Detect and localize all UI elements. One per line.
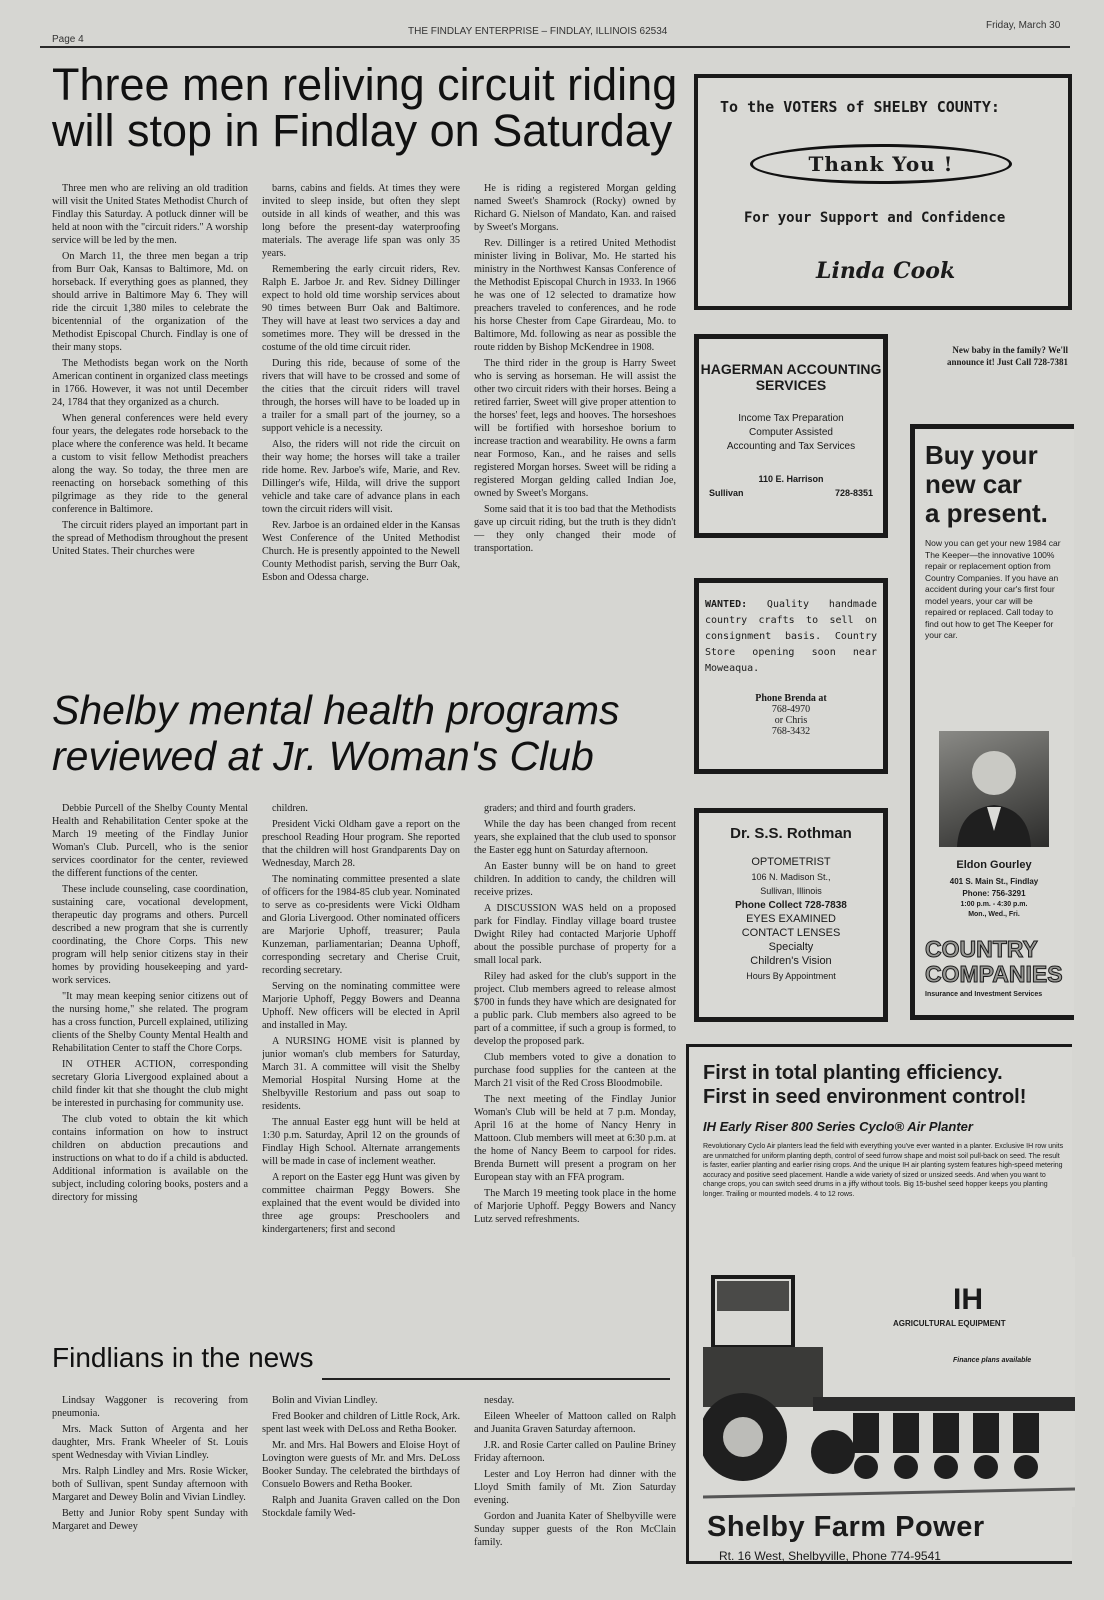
hagerman-title-1: HAGERMAN ACCOUNTING [700,361,882,377]
paragraph: The circuit riders played an important part in the spread of Methodism throughout the present United States. Their churches were [52,520,248,557]
story1-headline-line2: will stop in Findlay on Saturday [52,104,673,156]
wanted-label: WANTED: [705,599,748,610]
ad-dr-rothman [694,808,888,1022]
person-icon [939,731,1049,847]
paragraph: Mrs. Ralph Lindley and Mrs. Rosie Wicker, both of Sullivan, spent Sunday afternoon with Margaret and Dewey Bolin and Vivian Lindley. [52,1466,248,1503]
agent-name: Eldon Gourley [956,859,1032,871]
story2-headline-line2: reviewed at Jr. Woman's Club [52,732,594,779]
car-headline-2: new car [925,469,1022,499]
car-headline-block [925,441,1074,528]
thank-you-oval [750,144,1012,184]
paragraph: President Vicki Oldham gave a report on the preschool Reading Hour program. She reported that the children will host Grandparents Day on Wednesday, March 28. [262,819,460,869]
ad-shelby-farm-power [686,1044,1072,1564]
paragraph: A report on the Easter egg Hunt was given by committee chairman Peggy Bowers. She explained that the event would be divided into three age groups: Preschoolers and kindergarteners; first and second [262,1172,460,1235]
rothman-service-3: Specialty [768,941,814,953]
paragraph: The Methodists began work on the North American continent in organized class meetings in 1766. However, it was not until December 24, 1784 that they organized as a church. [52,358,248,408]
hagerman-title-2: SERVICES [755,377,827,393]
story2-column-3 [474,802,676,1336]
paragraph: Eileen Wheeler of Mattoon called on Ralph and Juanita Graven Saturday afternoon. [474,1411,676,1435]
story1-column-2 [262,182,460,684]
dealer-name: Shelby Farm Power [707,1511,985,1543]
voters-signature: Linda Cook [816,258,956,284]
ad-new-baby: New baby in the family? We'll announce it! Just Call 728-7381 [946,345,1068,367]
dealer-address: Rt. 16 West, Shelbyville, Phone 774-9541 [719,1549,941,1563]
paragraph: A NURSING HOME visit is planned by junior woman's club members for Saturday, March 31. A committee will visit the Shelby Memorial Hospital Nursing Home at the Shelbyville Restorium and pass out soap to residents. [262,1036,460,1112]
finance-note: Finance plans available [953,1357,1032,1364]
paragraph: The third rider in the group is Harry Sweet who is serving as horseman. He will assist the other two circuit riders with their horses. Being a retired farrier, Sweet will give proper attention to the horses' feet, legs and hooves. The horseshoes will be fortified with horseshoe borium to increase traction and wearability. He owns a farm near Formoso, Kan., and he raises and sells registered Morgan horses. Sweet will be riding a registered Morgan gelding called Indian Joe, owned by Sweet's Morgans. [474,358,676,499]
rothman-title: OPTOMETRIST [751,856,831,868]
paragraph: graders; and third and fourth graders. [484,803,636,814]
story1-column-1 [52,182,248,684]
paragraph: The next meeting of the Findlay Junior Woman's Club will be held at 7 p.m. Monday, April 16 at the home of Nancy Henry in Mattoon. Club members will meet at 6:30 p.m. at the home of Nancy Beem to carpool for rides. Brenda Burnett will present a program on her European stay with an FFA program. [474,1094,676,1183]
paragraph: J.R. and Rosie Carter called on Pauline Briney Friday afternoon. [474,1440,676,1464]
paragraph: Gordon and Juanita Kater of Shelbyville were Sunday supper guests of the Ron McClain family. [474,1511,676,1548]
hagerman-phone: 728-8351 [834,488,873,498]
paragraph: An Easter bunny will be on hand to greet children. In addition to candy, the children will receive prizes. [474,861,676,898]
wanted-phone2: 768-3432 [771,726,811,737]
story3-column-3 [474,1394,676,1578]
hagerman-line2: Computer Assisted [749,427,833,438]
paragraph: Club members voted to give a donation to purchase food supplies for the canteen at the March 21 visit of the Red Cross Bloodmobile. [474,1052,676,1089]
paragraph: While the day has been changed from recent years, she explained that the club used to sponsor the Easter egg hunt on Saturday afternoon. [474,819,676,856]
car-body: Now you can get your new 1984 car The Keeper—the innovative 100% repair or replacement option from Country Companies. If you have an accident during your car's first four model years, your car will be repaired or replaced. Call today to find out how to get The Keeper for your car. [925,538,1061,640]
paragraph: Three men who are reliving an old tradition will visit the United States Methodist Church of Findlay this Saturday. A potluck dinner will be held at noon with the "circuit riders." A worship service will be led by the men. [52,183,248,246]
rothman-service-2: CONTACT LENSES [741,927,841,939]
paragraph: These include counseling, case coordination, sustaining care, vocational development, therapeutic day programs and others. Purcell described a new program that she is currently coordinating, the Chore Corps. This new program will help senior citizens stay in their homes by providing housekeeping and yard-work services. [52,884,248,986]
thank-you-text: Thank You ! [808,152,954,176]
wanted-or-line: or Chris [774,715,808,726]
story3-headline-rule [322,1378,670,1380]
story2-column-1 [52,802,248,1336]
hagerman-contact-row [709,488,873,498]
paragraph: Serving on the nominating committee were Marjorie Uphoff, Peggy Bowers and Deanna Uphoff. New officers will be elected in April and installed in May. [262,981,460,1031]
ih-logo: IH [953,1283,983,1316]
page-number: Page 4 [52,34,84,45]
masthead-rule [40,46,1070,48]
paragraph: Rev. Jarboe is an ordained elder in the Kansas West Conference of the United Methodist Church. He is presently appointed to the Newell County Methodist parish, serving the Burr Oak, Esbon and Odessa charge. [262,520,460,583]
paragraph: barns, cabins and fields. At times they were invited to sleep inside, but often they slept outside in all kinds of weather, and this was long before the present-day waterproofing materials. The average life span was only 35 years. [262,183,460,259]
paragraph: The club voted to obtain the kit which contains information on how to instruct children on abduction precautions and instructions on what to do if a child is abducted. Additional information is available on the subject, including coloring books, posters and a directory for missing [52,1114,248,1203]
paragraph: He is riding a registered Morgan gelding named Sweet's Shamrock (Rocky) owned by Richard G. Nielson of Mandato, Kan. and raised by Sweet's Morgans. [474,183,676,233]
rothman-city: Sullivan, Illinois [760,886,822,896]
paragraph: Bolin and Vivian Lindley. [272,1395,378,1406]
story1-headline-line1: Three men reliving circuit riding [52,59,678,110]
issue-date: Friday, March 30 [986,20,1061,31]
tractor-illustration [703,1257,1075,1507]
paragraph: The March 19 meeting took place in the home of Marjorie Uphoff. Peggy Bowers and Nancy Lutz served refreshments. [474,1188,676,1225]
voters-line: For your Support and Confidence [744,210,1006,226]
rothman-hours: Hours By Appointment [746,971,836,981]
farm-body: Revolutionary Cyclo Air planters lead the field with everything you've ever wanted in a planter. Exclusive IH row units are unmatched for uniform planting depth, control of seed furrow shape and moist soil pull-back on seed. The result is faster, earlier planting and earlier rising crops. And the unique IH air planting system features high-speed metering accuracy and positive seed placement. Handle a wide variety of sized or unsized seeds. And when you want to change crops, you can switch seed drums in a jiffy without tools. Big 15-bushel seed hopper keeps you planting longer. Trailing or mounted models. 4 to 12 rows. [703,1143,1064,1198]
wanted-text-block [705,597,877,677]
agent-days: Mon., Wed., Fri. [968,911,1020,918]
hagerman-line1: Income Tax Preparation [738,413,844,424]
agent-photo [939,731,1049,847]
country-logo-line2: COMPANIES [925,961,1063,987]
paragraph: Also, the riders will not ride the circuit on their way home; the horses will take a trailer ride home. Rev. Jarboe's wife, Marie, and Rev. Dillinger's wife, Hilda, will drive the support vehicle and take care of advance plans in each town the circuit riders will visit. [262,439,460,515]
ih-logo-subtitle: AGRICULTURAL EQUIPMENT [893,1319,1006,1328]
story1-column-3 [474,182,676,684]
paragraph: Rev. Dillinger is a retired United Methodist minister living in Bolivar, Mo. He started his ministry in the Northwest Kansas Conference of the Methodist Episcopal Church in 1933. In 1966 he was one of 12 selected to dramatize how preachers traveled to conferences, and he rode his horse Chester from Cape Girardeau, Mo. to Baltimore, Md. following as near as possible the route ridden by Bishop McKendree in 1908. [474,238,676,353]
hagerman-city: Sullivan [709,488,744,498]
paragraph: Mr. and Mrs. Hal Bowers and Eloise Hoyt of Lovington were guests of Mr. and Mrs. DeLoss Booker Sunday. The celebrated the birthdays of Consuelo Bowers and Retha Booker. [262,1440,460,1490]
paragraph: Ralph and Juanita Graven called on the Don Stockdale family Wed- [262,1495,460,1519]
paragraph: On March 11, the three men began a trip from Burr Oak, Kansas to Baltimore, Md. on horseback. If everything goes as planned, they should arrive in Baltimore May 6. They will ride the circuit 1,380 miles to celebrate the bicentennial of the organization of the Methodist Episcopal Church. Findlay is one of their many stops. [52,251,248,353]
paragraph: Debbie Purcell of the Shelby County Mental Health and Rehabilitation Center spoke at the March 19 meeting of the Findlay Junior Woman's Club. Purcell, who is the senior services coordinator for the center, reviewed the different functions of the center. [52,803,248,879]
paragraph: children. [272,803,308,814]
paragraph: Fred Booker and children of Little Rock, Ark. spent last week with DeLoss and Retha Booker. [262,1411,460,1435]
paragraph: Lester and Loy Herron had dinner with the Lloyd Smith family of Mt. Zion Saturday evening. [474,1469,676,1506]
rothman-address: 106 N. Madison St., [751,872,831,882]
agent-address: 401 S. Main St., Findlay [949,877,1039,886]
ad-wanted-crafts [694,578,888,774]
paragraph: A DISCUSSION WAS held on a proposed park for Findlay. Findlay village board trustee Dwight Riley had contacted Marjorie Uphoff about the possible purchase of property for a small local park. [474,903,676,966]
paragraph: Some said that it is too bad that the Methodists gave up circuit riding, but the truth is they didn't — they only changed their mode of transportation. [474,504,676,554]
story2-column-2 [262,802,460,1336]
paper-name: THE FINDLAY ENTERPRISE – FINDLAY, ILLINOIS 62534 [408,26,668,37]
tractor-icon [703,1257,1075,1507]
story2-headline [52,687,692,779]
paragraph: IN OTHER ACTION, corresponding secretary Gloria Livergood explained about a child finder kit that she thought the club might be interested in purchasing for community use. [52,1059,248,1109]
paragraph: When general conferences were held every four years, the delegates rode horseback to the place where the conference was held. It became a custom to visit fellow Methodist preachers along the way. So today, the three men are reenacting on horseback something of this pilgrimage as they ride to the general conference in Baltimore. [52,413,248,515]
voters-title: To the VOTERS of SHELBY COUNTY: [720,98,1000,116]
paragraph: Riley had asked for the club's support in the project. Club members agreed to release almost $700 in funds they have which are designated for a public park. Club members also agreed to be part of a committee, if such a group is formed, to develop the proposed park. [474,971,676,1047]
farm-headline-1: First in total planting efficiency. [703,1062,1003,1084]
country-companies-logo [925,937,1063,987]
paragraph: Lindsay Waggoner is recovering from pneumonia. [52,1395,248,1419]
ad-country-companies [910,424,1074,1020]
story1-headline [52,59,692,156]
car-headline-3: a present. [925,498,1048,528]
rothman-service-4: Children's Vision [750,955,832,967]
agent-hours: 1:00 p.m. - 4:30 p.m. [960,901,1028,908]
story3-column-2 [262,1394,460,1578]
ad-hagerman-accounting [694,334,888,538]
story3-headline: Findlians in the news [52,1342,314,1373]
paragraph: Betty and Junior Roby spent Sunday with Margaret and Dewey [52,1508,248,1532]
wanted-phone-line: Phone Brenda at [755,693,827,704]
farm-headline-2: First in seed environment control! [703,1086,1027,1108]
farm-product: IH Early Riser 800 Series Cyclo® Air Planter [703,1119,973,1134]
wanted-text: Quality handmade country crafts to sell on consignment basis. Country Store opening soon near Moweaqua. [705,599,877,674]
paragraph: The nominating committee presented a slate of officers for the 1984-85 club year. Nominated to serve as co-presidents were Vicki Oldham and Gloria Livergood. Other nominated officers are Marjorie Uphoff, treasurer; Paula Kunzeman, parliamentarian; Deanna Uphoff, corresponding secretary and Cherise Cruit, recording secretary. [262,874,460,976]
hagerman-line3: Accounting and Tax Services [726,441,856,452]
paragraph: nesday. [484,1395,515,1406]
farm-headline-block [703,1061,1072,1109]
paragraph: Remembering the early circuit riders, Rev. Ralph E. Jarboe Jr. and Rev. Sidney Dillinger expect to hold old time worship services about 90 times between Burr Oak and Baltimore. They will have at least two services a day and sometimes more. They will be dressed in the costume of the old time circuit rider. [262,264,460,353]
country-logo-line1: COUNTRY [925,936,1038,962]
paragraph: Mrs. Mack Sutton of Argenta and her daughter, Mrs. Frank Wheeler of St. Louis spent Wednesday with Vivian Lindley. [52,1424,248,1461]
paragraph: "It may mean keeping senior citizens out of the nursing home," she related. The program has a cross function, Purcell explained, utilizing clients of the Shelby County Mental Health and Rehabilitation Center to staff the Chore Corps. [52,991,248,1054]
rothman-service-1: EYES EXAMINED [746,913,836,925]
paragraph: The annual Easter egg hunt will be held at 1:30 p.m. Saturday, April 12 on the grounds of Findlay High School. Alternate arrangements will be made in case of inclement weather. [262,1117,460,1167]
ad-thank-you-voters [694,74,1072,310]
story2-headline-line1: Shelby mental health programs [52,687,620,733]
rothman-name: Dr. S.S. Rothman [730,825,852,842]
car-headline-1: Buy your [925,440,1038,470]
rothman-phone: Phone Collect 728-7838 [735,900,847,911]
agent-phone: Phone: 756-3291 [962,889,1026,898]
country-logo-tagline: Insurance and Investment Services [925,991,1043,998]
story3-column-1 [52,1394,248,1578]
hagerman-address: 110 E. Harrison [758,474,824,484]
paragraph: During this ride, because of some of the rivers that will have to be crossed and some of the cities that the circuit riders will travel through, the horses will have to be loaded up in a trailer for a small part of the journey, so a support vehicle is a necessity. [262,358,460,434]
wanted-phone1: 768-4970 [771,704,811,715]
